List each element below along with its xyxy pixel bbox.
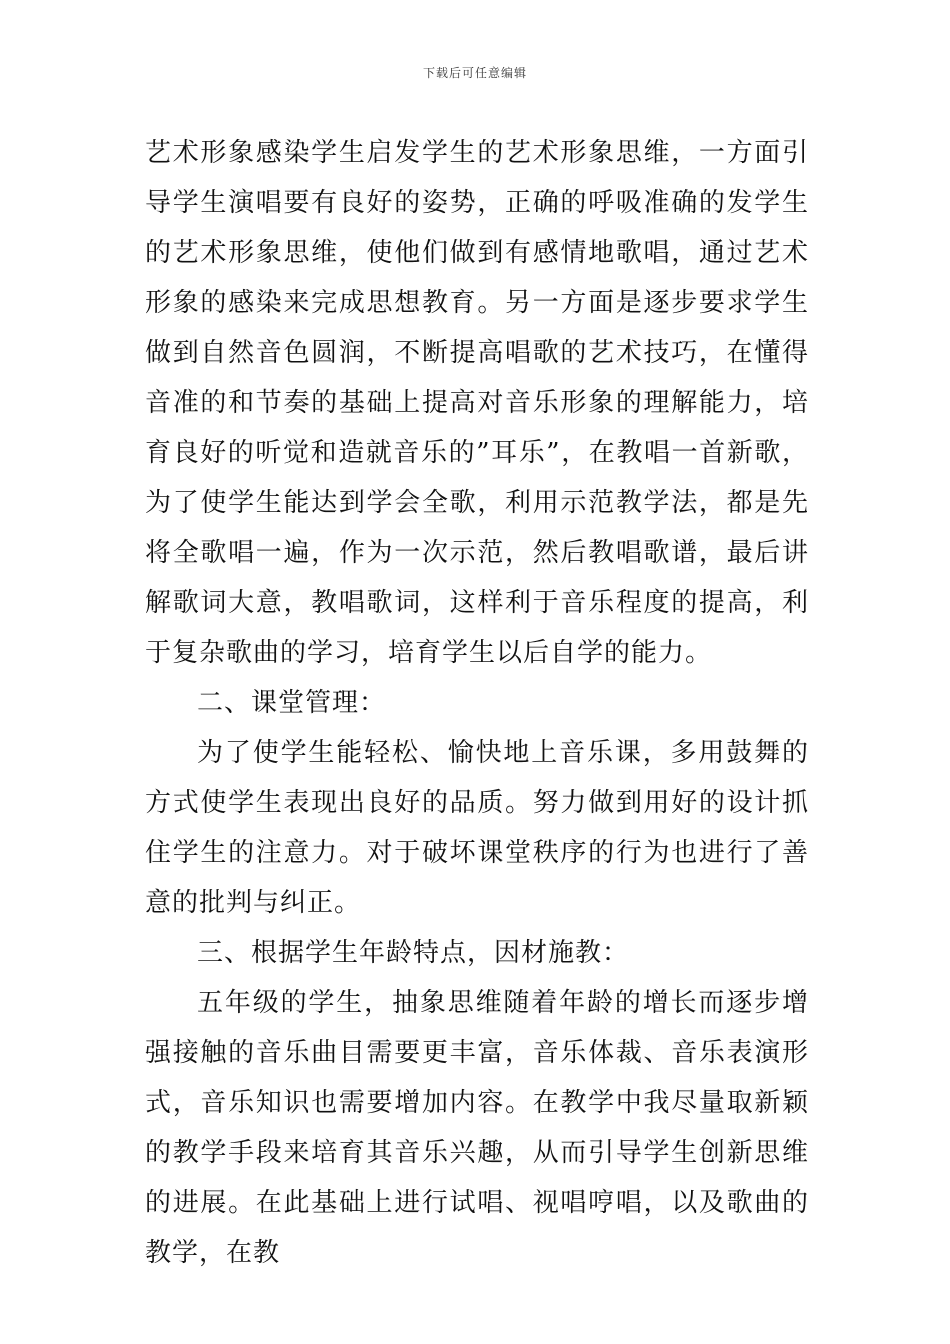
section-heading-age-characteristics: 三、根据学生年龄特点，因材施教： — [197, 938, 630, 968]
paragraph-age-characteristics: 五年级的学生，抽象思维随着年龄的增长而逐步增强接触的音乐曲目需要更丰富，音乐体裁、音乐表演形式，音乐知识也需要增加内容。在教学中我尽量取新颖的教学手段来培育其音乐兴趣，从而引导学生创新思维的进展。在此基础上进行试唱、视唱哼唱，以及歌曲的教学，在教 — [145, 988, 809, 1268]
document-body — [145, 128, 809, 1278]
section-heading-classroom-management: 二、课堂管理： — [197, 688, 387, 718]
page-header: 下载后可任意编辑 — [422, 66, 527, 80]
paragraph-continuation: 艺术形象感染学生启发学生的艺术形象思维，一方面引导学生演唱要有良好的姿势，正确的呼吸准确的发学生的艺术形象思维，使他们做到有感情地歌唱，通过艺术形象的感染来完成思想教育。另一方面是逐步要求学生做到自然音色圆润，不断提高唱歌的艺术技巧，在懂得音准的和节奏的基础上提高对音乐形象的理解能力，培育良好的听觉和造就音乐的”耳乐”，在教唱一首新歌，为了使学生能达到学会全歌，利用示范教学法，都是先将全歌唱一遍，作为一次示范，然后教唱歌谱，最后讲解歌词大意，教唱歌词，这样利于音乐程度的提高，利于复杂歌曲的学习，培育学生以后自学的能力。 — [145, 138, 809, 668]
paragraph-classroom-management: 为了使学生能轻松、愉快地上音乐课，多用鼓舞的方式使学生表现出良好的品质。努力做到用好的设计抓住学生的注意力。对于破坏课堂秩序的行为也进行了善意的批判与纠正。 — [145, 738, 809, 918]
